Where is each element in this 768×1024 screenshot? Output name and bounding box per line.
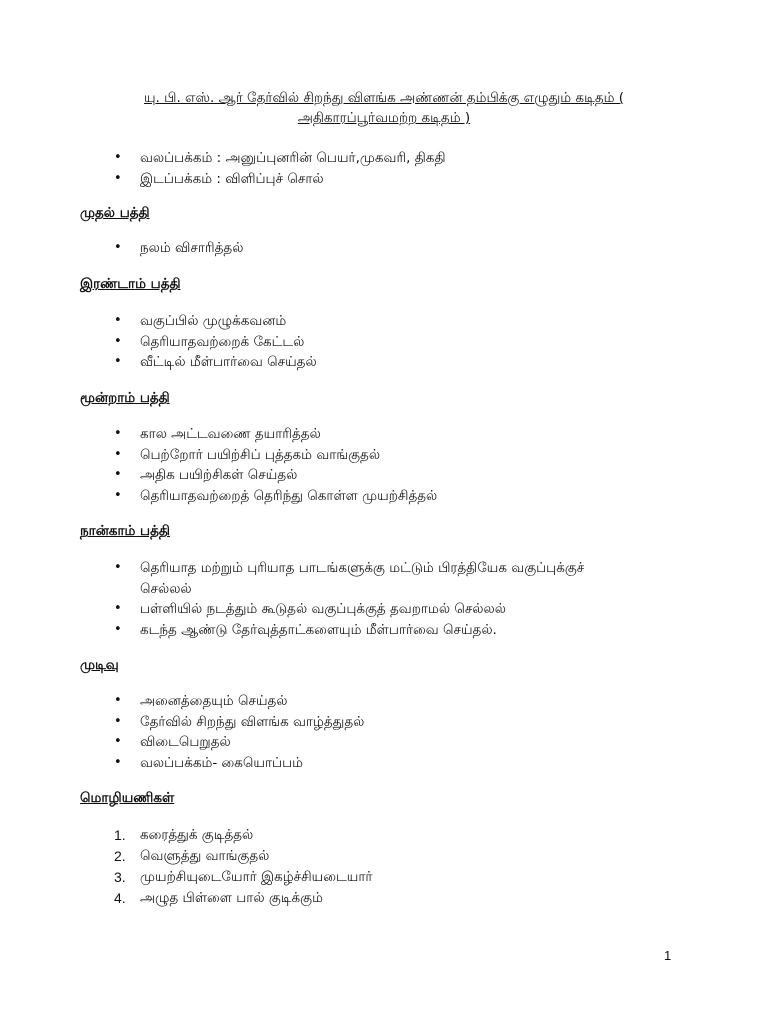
section-list: [114, 558, 594, 640]
list-item: • தேர்வில் சிறந்து விளங்க வாழ்த்துதல்: [114, 712, 674, 733]
item-text: கரைத்துக் குடித்தல்: [140, 827, 254, 843]
list-item: • விடைபெறுதல்: [114, 732, 674, 753]
list-item: • நலம் விசாரித்தல்: [114, 238, 674, 259]
section-heading: இரண்டாம் பத்தி: [80, 276, 181, 292]
section-heading: முதல் பத்தி: [80, 205, 150, 221]
list-item: • கடந்த ஆண்டு தேர்வுத்தாட்களையும் மீள்பார்வை செய்தல்.: [114, 620, 700, 641]
section-heading: முடிவு: [80, 657, 119, 673]
list-item: • வலப்பக்கம் : அனுப்புனரின் பெயர்,முகவரி, திகதி: [114, 148, 674, 169]
list-item: • பள்ளியில் நடத்தும் கூடுதல் வகுப்புக்குத் தவறாமல் செல்லல்: [114, 599, 700, 620]
section-list: [114, 238, 674, 259]
section-list: [114, 691, 674, 773]
proverbs-list: [114, 825, 674, 909]
list-item: [114, 867, 674, 888]
section-heading: மூன்றாம் பத்தி: [80, 390, 170, 406]
item-number: 4.: [114, 890, 126, 906]
item-text: அழுத பிள்ளை பால் குடிக்கும்: [140, 890, 323, 906]
item-number: 2.: [114, 848, 126, 864]
list-item: • வீட்டில் மீள்பார்வை செய்தல்: [114, 352, 674, 373]
list-item: • அனைத்தையும் செய்தல்: [114, 691, 674, 712]
section-list: [114, 311, 674, 373]
letter-title: யு. பி. எஸ். ஆர் தேர்வில் சிறந்து விளங்க அண்ணன் தம்பிக்கு எழுதும் கடிதம் ( அதிகாரப்பூர்வமற்ற கடிதம் ): [143, 90, 625, 126]
list-item: • வகுப்பில் முழுக்கவனம்: [114, 311, 674, 332]
list-item: [114, 825, 674, 846]
item-number: 3.: [114, 869, 126, 885]
page-number: 1: [664, 948, 672, 963]
section-list: [114, 424, 674, 506]
item-text: வெளுத்து வாங்குதல்: [140, 848, 270, 864]
list-item: • அதிக பயிற்சிகள் செய்தல்: [114, 465, 674, 486]
list-item: • இடப்பக்கம் : விளிப்புச் சொல்: [114, 169, 674, 190]
proverbs-heading: மொழியணிகள்: [80, 790, 175, 806]
list-item: • தெரியாதவற்றைத் தெரிந்து கொள்ள முயற்சித்தல்: [114, 486, 674, 507]
list-item: • கால அட்டவணை தயாரித்தல்: [114, 424, 674, 445]
intro-list: [114, 148, 674, 189]
list-item: [114, 846, 674, 867]
list-item: [114, 888, 674, 909]
item-text: முயற்சியுடையோர் இகழ்ச்சியடையார்: [140, 869, 373, 885]
section-heading: நான்காம் பத்தி: [80, 523, 170, 539]
list-item: • வலப்பக்கம்- கையொப்பம்: [114, 753, 674, 774]
list-item: • தெரியாதவற்றைக் கேட்டல்: [114, 332, 674, 353]
list-item: • பெற்றோர் பயிற்சிப் புத்தகம் வாங்குதல்: [114, 445, 674, 466]
item-number: 1.: [114, 827, 126, 843]
list-item: • தெரியாத மற்றும் புரியாத பாடங்களுக்கு மட்டும் பிரத்தியேக வகுப்புக்குச் செல்லல்: [114, 558, 594, 599]
